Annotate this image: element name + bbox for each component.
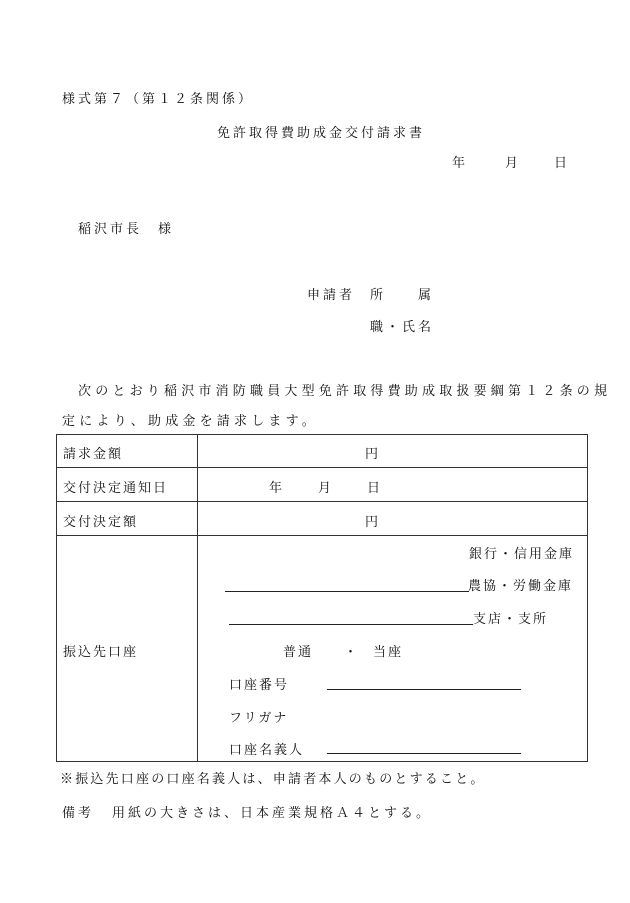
table-row-divider bbox=[57, 501, 587, 502]
account-number-label: 口座番号 bbox=[229, 678, 290, 693]
remarks-label: 備考 bbox=[62, 806, 95, 821]
institution-name-line[interactable] bbox=[225, 591, 469, 592]
table-row-divider bbox=[57, 467, 587, 468]
request-amount-yen[interactable]: 円 bbox=[365, 447, 381, 462]
affiliation-label: 所 属 bbox=[370, 288, 435, 303]
account-holder-line[interactable] bbox=[327, 753, 521, 754]
bank-type-label: 銀行・信用金庫 bbox=[469, 547, 575, 562]
account-type-separator: ・ bbox=[344, 645, 360, 660]
date-month-label: 月 bbox=[505, 156, 519, 171]
account-type-current[interactable]: 当座 bbox=[373, 645, 404, 660]
decision-amount-label: 交付決定額 bbox=[63, 515, 139, 530]
form-number: 様式第７（第１２条関係） bbox=[62, 92, 255, 107]
transfer-account-label: 振込先口座 bbox=[63, 645, 139, 660]
request-amount-label: 請求金額 bbox=[63, 447, 124, 462]
date-year-label: 年 bbox=[452, 156, 466, 171]
addressee: 稲沢市長 様 bbox=[78, 222, 175, 237]
decision-date-day[interactable]: 日 bbox=[367, 481, 383, 496]
branch-type-label: 支店・支所 bbox=[473, 612, 549, 627]
furigana-label: フリガナ bbox=[229, 711, 289, 726]
decision-notice-date-label: 交付決定通知日 bbox=[63, 481, 169, 496]
table-column-divider bbox=[197, 435, 198, 761]
applicant-label: 申請者 bbox=[307, 288, 356, 303]
branch-name-line[interactable] bbox=[229, 624, 473, 625]
footnote: ※振込先口座の口座名義人は、申請者本人のものとすること。 bbox=[60, 772, 486, 787]
coop-type-label: 農協・労働金庫 bbox=[468, 579, 574, 594]
body-text-line-1: 次のとおり稲沢市消防職員大型免許取得費助成取扱要綱第１２条の規 bbox=[78, 384, 612, 399]
date-day-label: 日 bbox=[554, 156, 568, 171]
position-name-label: 職・氏名 bbox=[370, 320, 435, 335]
request-table bbox=[56, 434, 588, 762]
decision-amount-yen[interactable]: 円 bbox=[365, 515, 381, 530]
body-text-line-2: 定により、助成金を請求します。 bbox=[62, 414, 319, 429]
remarks-text: 用紙の大きさは、日本産業規格Ａ４とする。 bbox=[112, 806, 433, 821]
decision-date-year[interactable]: 年 bbox=[269, 481, 285, 496]
table-row-divider bbox=[57, 535, 587, 536]
account-number-line[interactable] bbox=[327, 689, 521, 690]
account-type-normal[interactable]: 普通 bbox=[283, 645, 314, 660]
account-holder-label: 口座名義人 bbox=[229, 743, 305, 758]
decision-date-month[interactable]: 月 bbox=[318, 481, 334, 496]
form-title: 免許取得費助成金交付請求書 bbox=[217, 126, 426, 141]
